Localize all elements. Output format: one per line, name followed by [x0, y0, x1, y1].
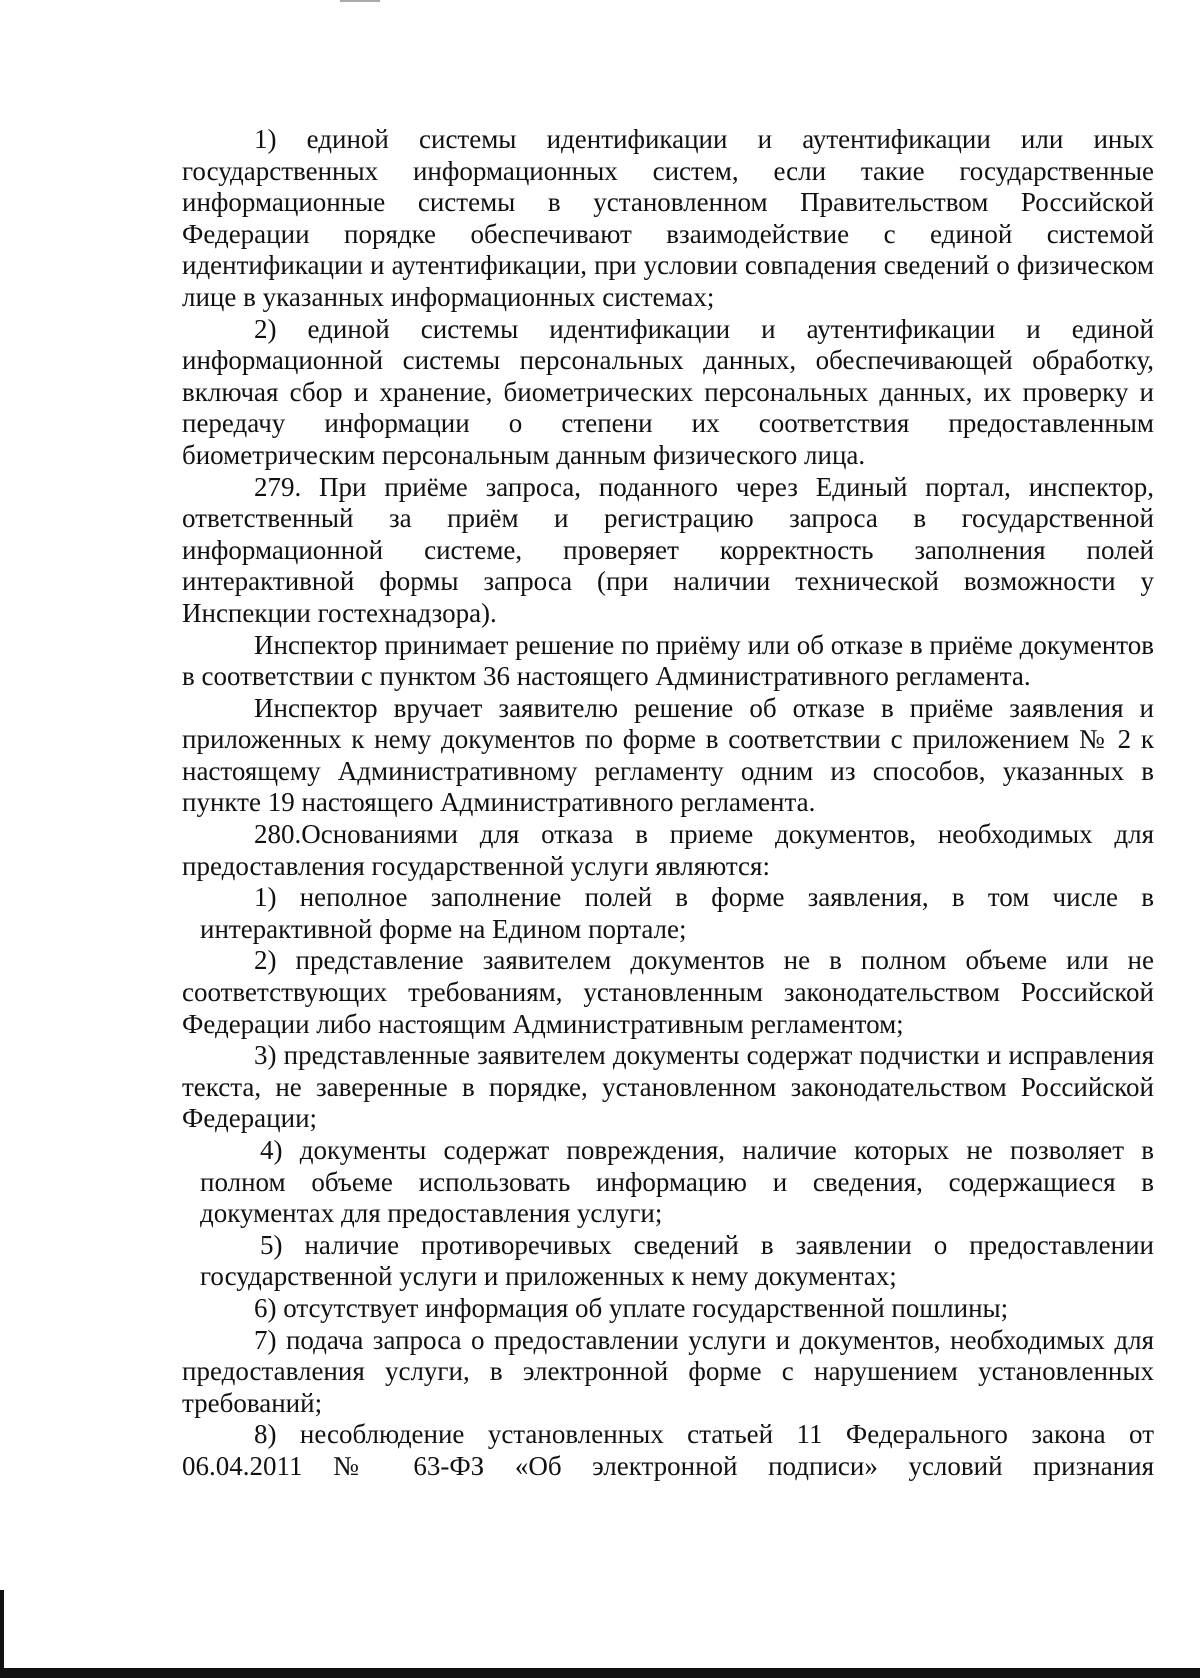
refusal-ground-3: 3) представленные заявителем документы содержат подчистки и исправления текста, не заверенные в порядке, установленном законодательством Российской Федерации;: [182, 1040, 1154, 1134]
document-body: [182, 124, 1154, 1483]
refusal-ground-5: 5) наличие противоречивых сведений в заявлении о предоставлении государственной услуги и приложенных к нему документах;: [200, 1229, 1154, 1292]
paragraph-279: 279. При приёме запроса, поданного через Единый портал, инспектор, ответственный за приём и регистрацию запроса в государственной информационной системе, проверяет корректность заполнения полей интерактивной формы запроса (при наличии технической возможности у Инспекции гостехнадзора).: [182, 471, 1154, 628]
scan-artifact-bottom: [0, 1668, 1200, 1678]
paragraph-item-1-esia: 1) единой системы идентификации и аутентификации или иных государственных информационных систем, если такие государственные информационные системы в установленном Правительством Российской Федерации порядке обеспечивают взаимодействие с единой системой идентификации и аутентификации, при условии совпадения сведений о физическом лице в указанных информационных системах;: [182, 124, 1154, 312]
paragraph-item-2-biometrics: 2) единой системы идентификации и аутентификации и единой информационной системы персональных данных, обеспечивающей обработку, включая сбор и хранение, биометрических персональных данных, их проверку и передачу информации о степени их соответствия предоставленным биометрическим персональным данным физического лица.: [182, 313, 1154, 470]
paragraph-inspector-delivers: Инспектор вручает заявителю решение об отказе в приёме заявления и приложенных к нему документов по форме в соответствии с приложением № 2 к настоящему Административному регламенту одним из способов, указанных в пункте 19 настоящего Административного регламента.: [182, 692, 1154, 818]
refusal-ground-8: 8) несоблюдение установленных статьей 11 Федерального закона от 06.04.2011 № 63-ФЗ «Об электронной подписи» условий признания: [182, 1419, 1154, 1481]
refusal-ground-6: 6) отсутствует информация об уплате государственной пошлины;: [254, 1292, 1009, 1323]
scan-artifact-left: [0, 1590, 4, 1678]
paragraph-inspector-decision: Инспектор принимает решение по приёму или об отказе в приёме документов в соответствии с пунктом 36 настоящего Административного регламента.: [182, 629, 1154, 692]
paragraph-280: 280.Основаниями для отказа в приеме документов, необходимых для предоставления государственной услуги являются:: [182, 819, 1154, 881]
scan-artifact-top: [340, 0, 380, 2]
refusal-ground-7: 7) подача запроса о предоставлении услуги и документов, необходимых для предоставления услуги, в электронной форме с нарушением установленных требований;: [182, 1324, 1154, 1418]
refusal-ground-4: 4) документы содержат повреждения, наличие которых не позволяет в полном объеме использовать информацию и сведения, содержащиеся в документах для предоставления услуги;: [200, 1135, 1154, 1229]
refusal-ground-1: 1) неполное заполнение полей в форме заявления, в том числе в интерактивной форме на Едином портале;: [200, 882, 1154, 944]
refusal-ground-2: 2) представление заявителем документов не в полном объеме или не соответствующих требованиям, установленным законодательством Российской Федерации либо настоящим Административным регламентом;: [182, 945, 1154, 1039]
